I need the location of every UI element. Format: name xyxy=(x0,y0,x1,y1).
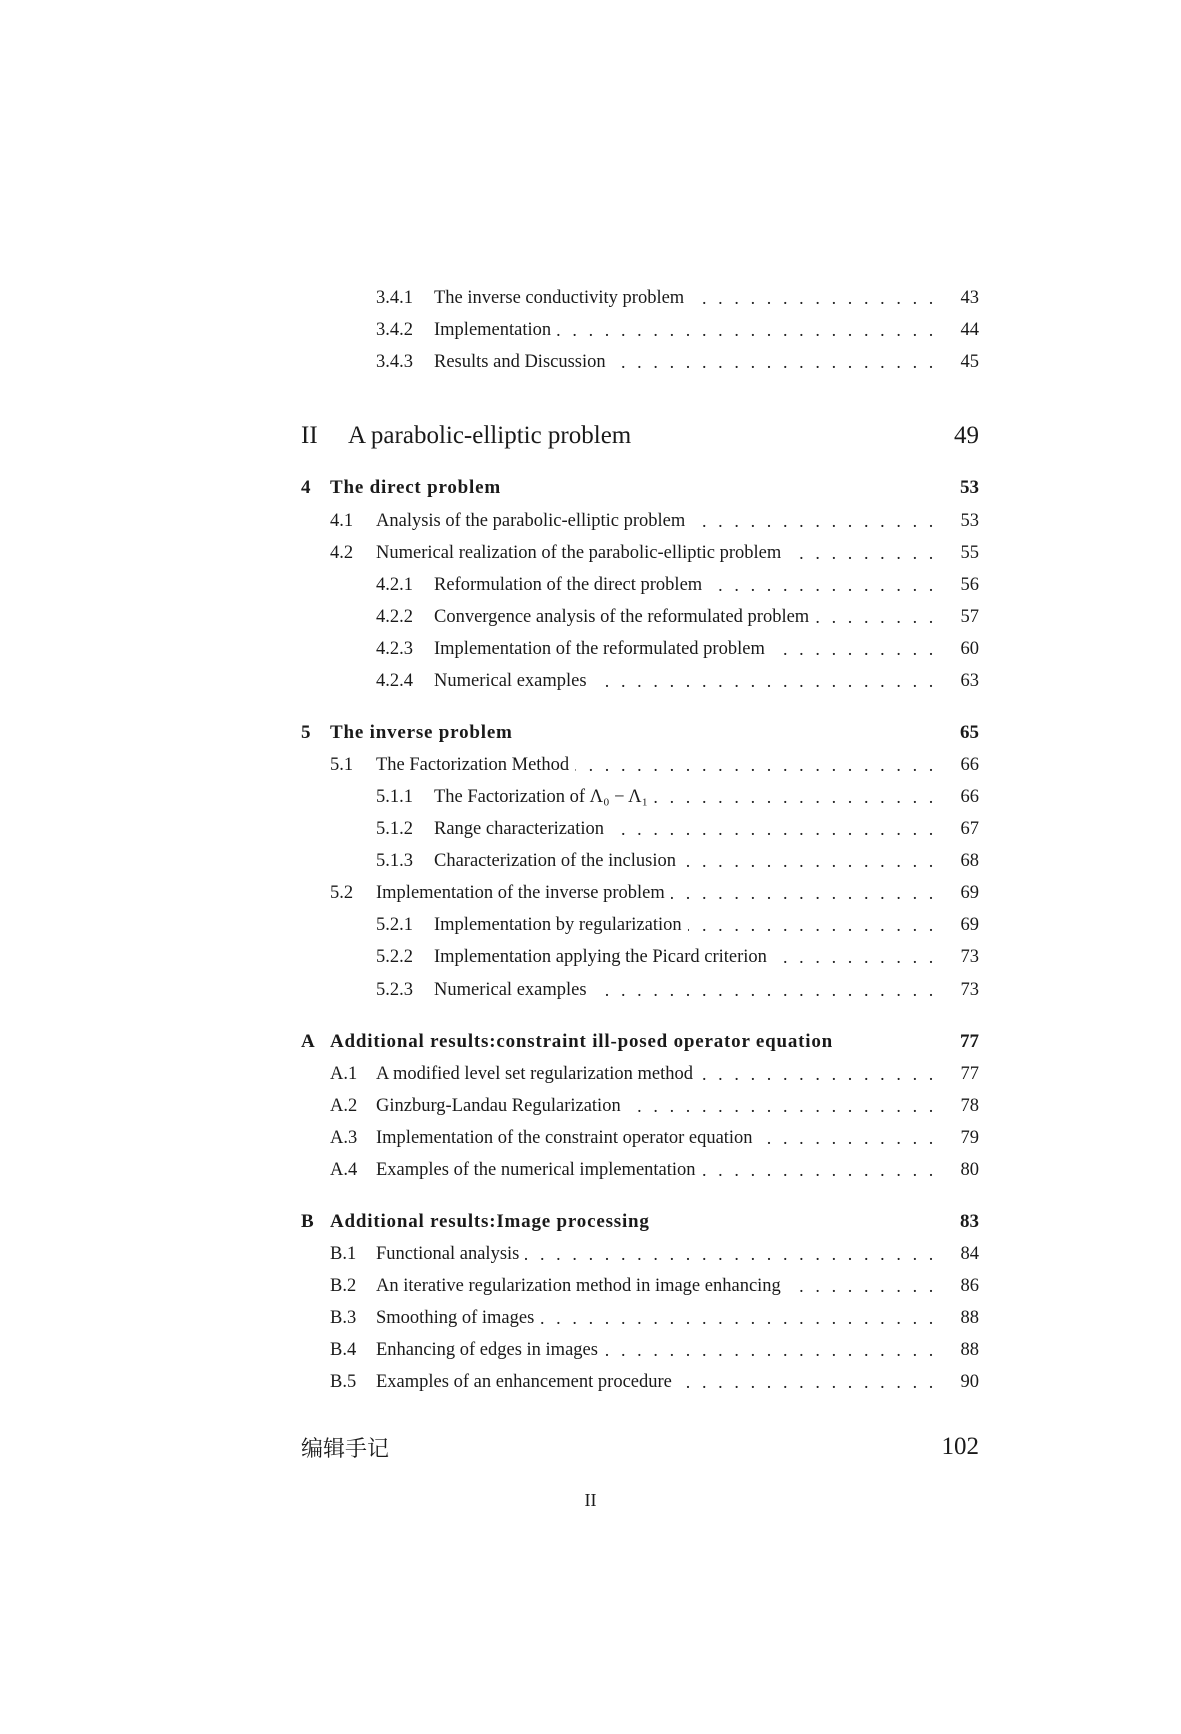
toc-entry[interactable] xyxy=(301,1123,979,1153)
toc-entry[interactable] xyxy=(301,570,979,600)
entry-page: 90 xyxy=(960,1371,979,1392)
entry-title: Numerical examples xyxy=(434,670,587,691)
entry-title: An iterative regularization method in image enhancing xyxy=(376,1275,781,1296)
entry-title: Implementation xyxy=(434,319,552,340)
entry-page: 88 xyxy=(960,1339,979,1360)
entry-title: Implementation of the inverse problem xyxy=(376,882,665,903)
dot-leader xyxy=(593,979,945,1001)
dot-leader xyxy=(682,850,945,872)
entry-title: A modified level set regularization method xyxy=(376,1063,693,1084)
dot-leader xyxy=(654,786,945,808)
entry-page: 66 xyxy=(960,786,979,807)
entry-page: 77 xyxy=(960,1063,979,1084)
toc-chapter-heading[interactable] xyxy=(301,473,979,503)
entry-title: Implementation of the constraint operator equation xyxy=(376,1127,753,1148)
entry-number: 5.1 xyxy=(330,754,354,775)
toc-entry[interactable] xyxy=(301,1239,979,1269)
page-number: II xyxy=(584,1490,597,1510)
toc-entry[interactable] xyxy=(301,750,979,780)
entry-title: Convergence analysis of the reformulated problem xyxy=(434,606,810,627)
toc-entry[interactable] xyxy=(301,1367,979,1397)
entry-title: Range characterization xyxy=(434,818,604,839)
heading-page: 102 xyxy=(941,1433,979,1460)
part-number: II xyxy=(301,422,318,449)
entry-number: 5.1.1 xyxy=(376,786,413,807)
toc-entry[interactable] xyxy=(301,910,979,940)
chapter-number: 4 xyxy=(301,477,312,498)
entry-page: 73 xyxy=(960,946,979,967)
entry-title: Implementation of the reformulated problem xyxy=(434,638,765,659)
entry-number: B.4 xyxy=(330,1339,357,1360)
entry-number: B.2 xyxy=(330,1275,357,1296)
entry-page: 67 xyxy=(960,818,979,839)
entry-number: 4.2.4 xyxy=(376,670,413,691)
dot-leader xyxy=(708,574,945,596)
entry-number: 5.2.1 xyxy=(376,914,413,935)
toc-entry[interactable] xyxy=(301,347,979,377)
entry-title: Implementation by regularization xyxy=(434,914,682,935)
entry-number: A.4 xyxy=(330,1159,358,1180)
chapter-title: Additional results:constraint ill-posed operator equation xyxy=(330,1031,834,1052)
entry-title: Examples of an enhancement procedure xyxy=(376,1371,672,1392)
entry-title: Functional analysis xyxy=(376,1243,520,1264)
entry-number: B.3 xyxy=(330,1307,357,1328)
chapter-number: 5 xyxy=(301,722,312,743)
toc-entry[interactable] xyxy=(301,1155,979,1185)
chapter-number: A xyxy=(301,1031,316,1052)
dot-leader xyxy=(604,1339,945,1361)
dot-leader xyxy=(540,1307,945,1329)
toc-chapter-heading[interactable] xyxy=(301,1027,979,1057)
entry-number: 4.1 xyxy=(330,510,354,531)
toc-chapter-heading[interactable] xyxy=(301,1207,979,1237)
toc-entry[interactable] xyxy=(301,315,979,345)
toc-entry[interactable] xyxy=(301,1091,979,1121)
toc-entry[interactable] xyxy=(301,666,979,696)
toc-entry[interactable] xyxy=(301,283,979,313)
dot-leader xyxy=(612,351,945,373)
entry-page: 69 xyxy=(960,882,979,903)
chapter-title: The direct problem xyxy=(330,477,501,498)
entry-page: 68 xyxy=(960,850,979,871)
entry-title: Characterization of the inclusion xyxy=(434,850,676,871)
dot-leader xyxy=(773,946,945,968)
dot-leader xyxy=(525,1243,945,1265)
entry-title: Numerical realization of the parabolic-elliptic problem xyxy=(376,542,782,563)
entry-number: 4.2.3 xyxy=(376,638,413,659)
dot-leader xyxy=(690,287,945,309)
toc-entry[interactable] xyxy=(301,602,979,632)
dot-leader xyxy=(557,319,945,341)
entry-number: 5.1.3 xyxy=(376,850,413,871)
entry-page: 86 xyxy=(960,1275,979,1296)
entry-page: 43 xyxy=(960,287,979,308)
entry-page: 45 xyxy=(960,351,979,372)
entry-title: Enhancing of edges in images xyxy=(376,1339,598,1360)
entry-page: 66 xyxy=(960,754,979,775)
entry-number: 3.4.3 xyxy=(376,351,413,372)
entry-page: 88 xyxy=(960,1307,979,1328)
entry-page: 73 xyxy=(960,979,979,1000)
dot-leader xyxy=(691,510,945,532)
entry-page: 80 xyxy=(960,1159,979,1180)
dot-leader xyxy=(771,638,945,660)
toc-chapter-heading[interactable] xyxy=(301,718,979,748)
dot-leader xyxy=(627,1095,945,1117)
entry-title: Ginzburg-Landau Regularization xyxy=(376,1095,621,1116)
toc-entry[interactable] xyxy=(301,1059,979,1089)
entry-page: 55 xyxy=(960,542,979,563)
toc-entry[interactable] xyxy=(301,975,979,1005)
entry-title: Numerical examples xyxy=(434,979,587,1000)
entry-number: 3.4.2 xyxy=(376,319,413,340)
entry-number: A.1 xyxy=(330,1063,358,1084)
entry-page: 57 xyxy=(960,606,979,627)
entry-number: A.2 xyxy=(330,1095,358,1116)
toc-entry[interactable] xyxy=(301,846,979,876)
entry-number: B.5 xyxy=(330,1371,357,1392)
entry-page: 63 xyxy=(960,670,979,691)
chapter-page: 83 xyxy=(960,1211,979,1232)
toc-entry[interactable] xyxy=(301,1335,979,1365)
entry-page: 60 xyxy=(960,638,979,659)
dot-leader xyxy=(610,818,945,840)
entry-number: 5.2.2 xyxy=(376,946,413,967)
entry-number: 4.2.1 xyxy=(376,574,413,595)
entry-title: The Factorization of Λ₀ − Λ₁ xyxy=(434,786,649,807)
toc-entry[interactable] xyxy=(301,538,979,568)
dot-leader xyxy=(593,670,945,692)
entry-title: The Factorization Method xyxy=(376,754,570,775)
entry-title: The inverse conductivity problem xyxy=(434,287,685,308)
entry-number: A.3 xyxy=(330,1127,358,1148)
entry-number: 5.2.3 xyxy=(376,979,413,1000)
entry-title: Smoothing of images xyxy=(376,1307,535,1328)
entry-number: 4.2.2 xyxy=(376,606,413,627)
entry-number: 4.2 xyxy=(330,542,354,563)
dot-leader xyxy=(699,1063,945,1085)
entry-title: Reformulation of the direct problem xyxy=(434,574,703,595)
toc-entry[interactable] xyxy=(301,1271,979,1301)
chapter-page: 65 xyxy=(960,722,979,743)
entry-page: 53 xyxy=(960,510,979,531)
entry-page: 79 xyxy=(960,1127,979,1148)
dot-leader xyxy=(815,606,945,628)
toc-entry[interactable] xyxy=(301,506,979,536)
entry-page: 56 xyxy=(960,574,979,595)
entry-title: Implementation applying the Picard criterion xyxy=(434,946,767,967)
entry-number: 5.2 xyxy=(330,882,354,903)
dot-leader xyxy=(787,542,945,564)
dot-leader xyxy=(787,1275,945,1297)
dot-leader xyxy=(671,882,945,904)
toc-entry[interactable] xyxy=(301,878,979,908)
entry-number: 5.1.2 xyxy=(376,818,413,839)
toc-entry[interactable] xyxy=(301,814,979,844)
toc-entry[interactable] xyxy=(301,634,979,664)
toc-part-heading[interactable] xyxy=(301,418,979,454)
chapter-title: The inverse problem xyxy=(330,722,513,743)
toc-entry[interactable] xyxy=(301,782,979,812)
entry-page: 78 xyxy=(960,1095,979,1116)
entry-title: Results and Discussion xyxy=(434,351,606,372)
heading-title: 编辑手记 xyxy=(301,1436,390,1462)
dot-leader xyxy=(575,754,945,776)
part-page: 49 xyxy=(954,422,979,449)
toc-entry[interactable] xyxy=(301,942,979,972)
toc-unnumbered-heading[interactable] xyxy=(301,1429,979,1465)
chapter-page: 53 xyxy=(960,477,979,498)
entry-number: B.1 xyxy=(330,1243,357,1264)
entry-page: 84 xyxy=(960,1243,979,1264)
entry-title: Examples of the numerical implementation xyxy=(376,1159,696,1180)
part-title: A parabolic-elliptic problem xyxy=(348,422,632,449)
chapter-page: 77 xyxy=(960,1031,979,1052)
entry-number: 3.4.1 xyxy=(376,287,413,308)
dot-leader xyxy=(759,1127,945,1149)
chapter-number: B xyxy=(301,1211,315,1232)
entry-page: 44 xyxy=(960,319,979,340)
chapter-title: Additional results:Image processing xyxy=(330,1211,650,1232)
dot-leader xyxy=(678,1371,945,1393)
entry-title: Analysis of the parabolic-elliptic problem xyxy=(376,510,686,531)
toc-entry[interactable] xyxy=(301,1303,979,1333)
entry-page: 69 xyxy=(960,914,979,935)
dot-leader xyxy=(702,1159,945,1181)
dot-leader xyxy=(688,914,945,936)
